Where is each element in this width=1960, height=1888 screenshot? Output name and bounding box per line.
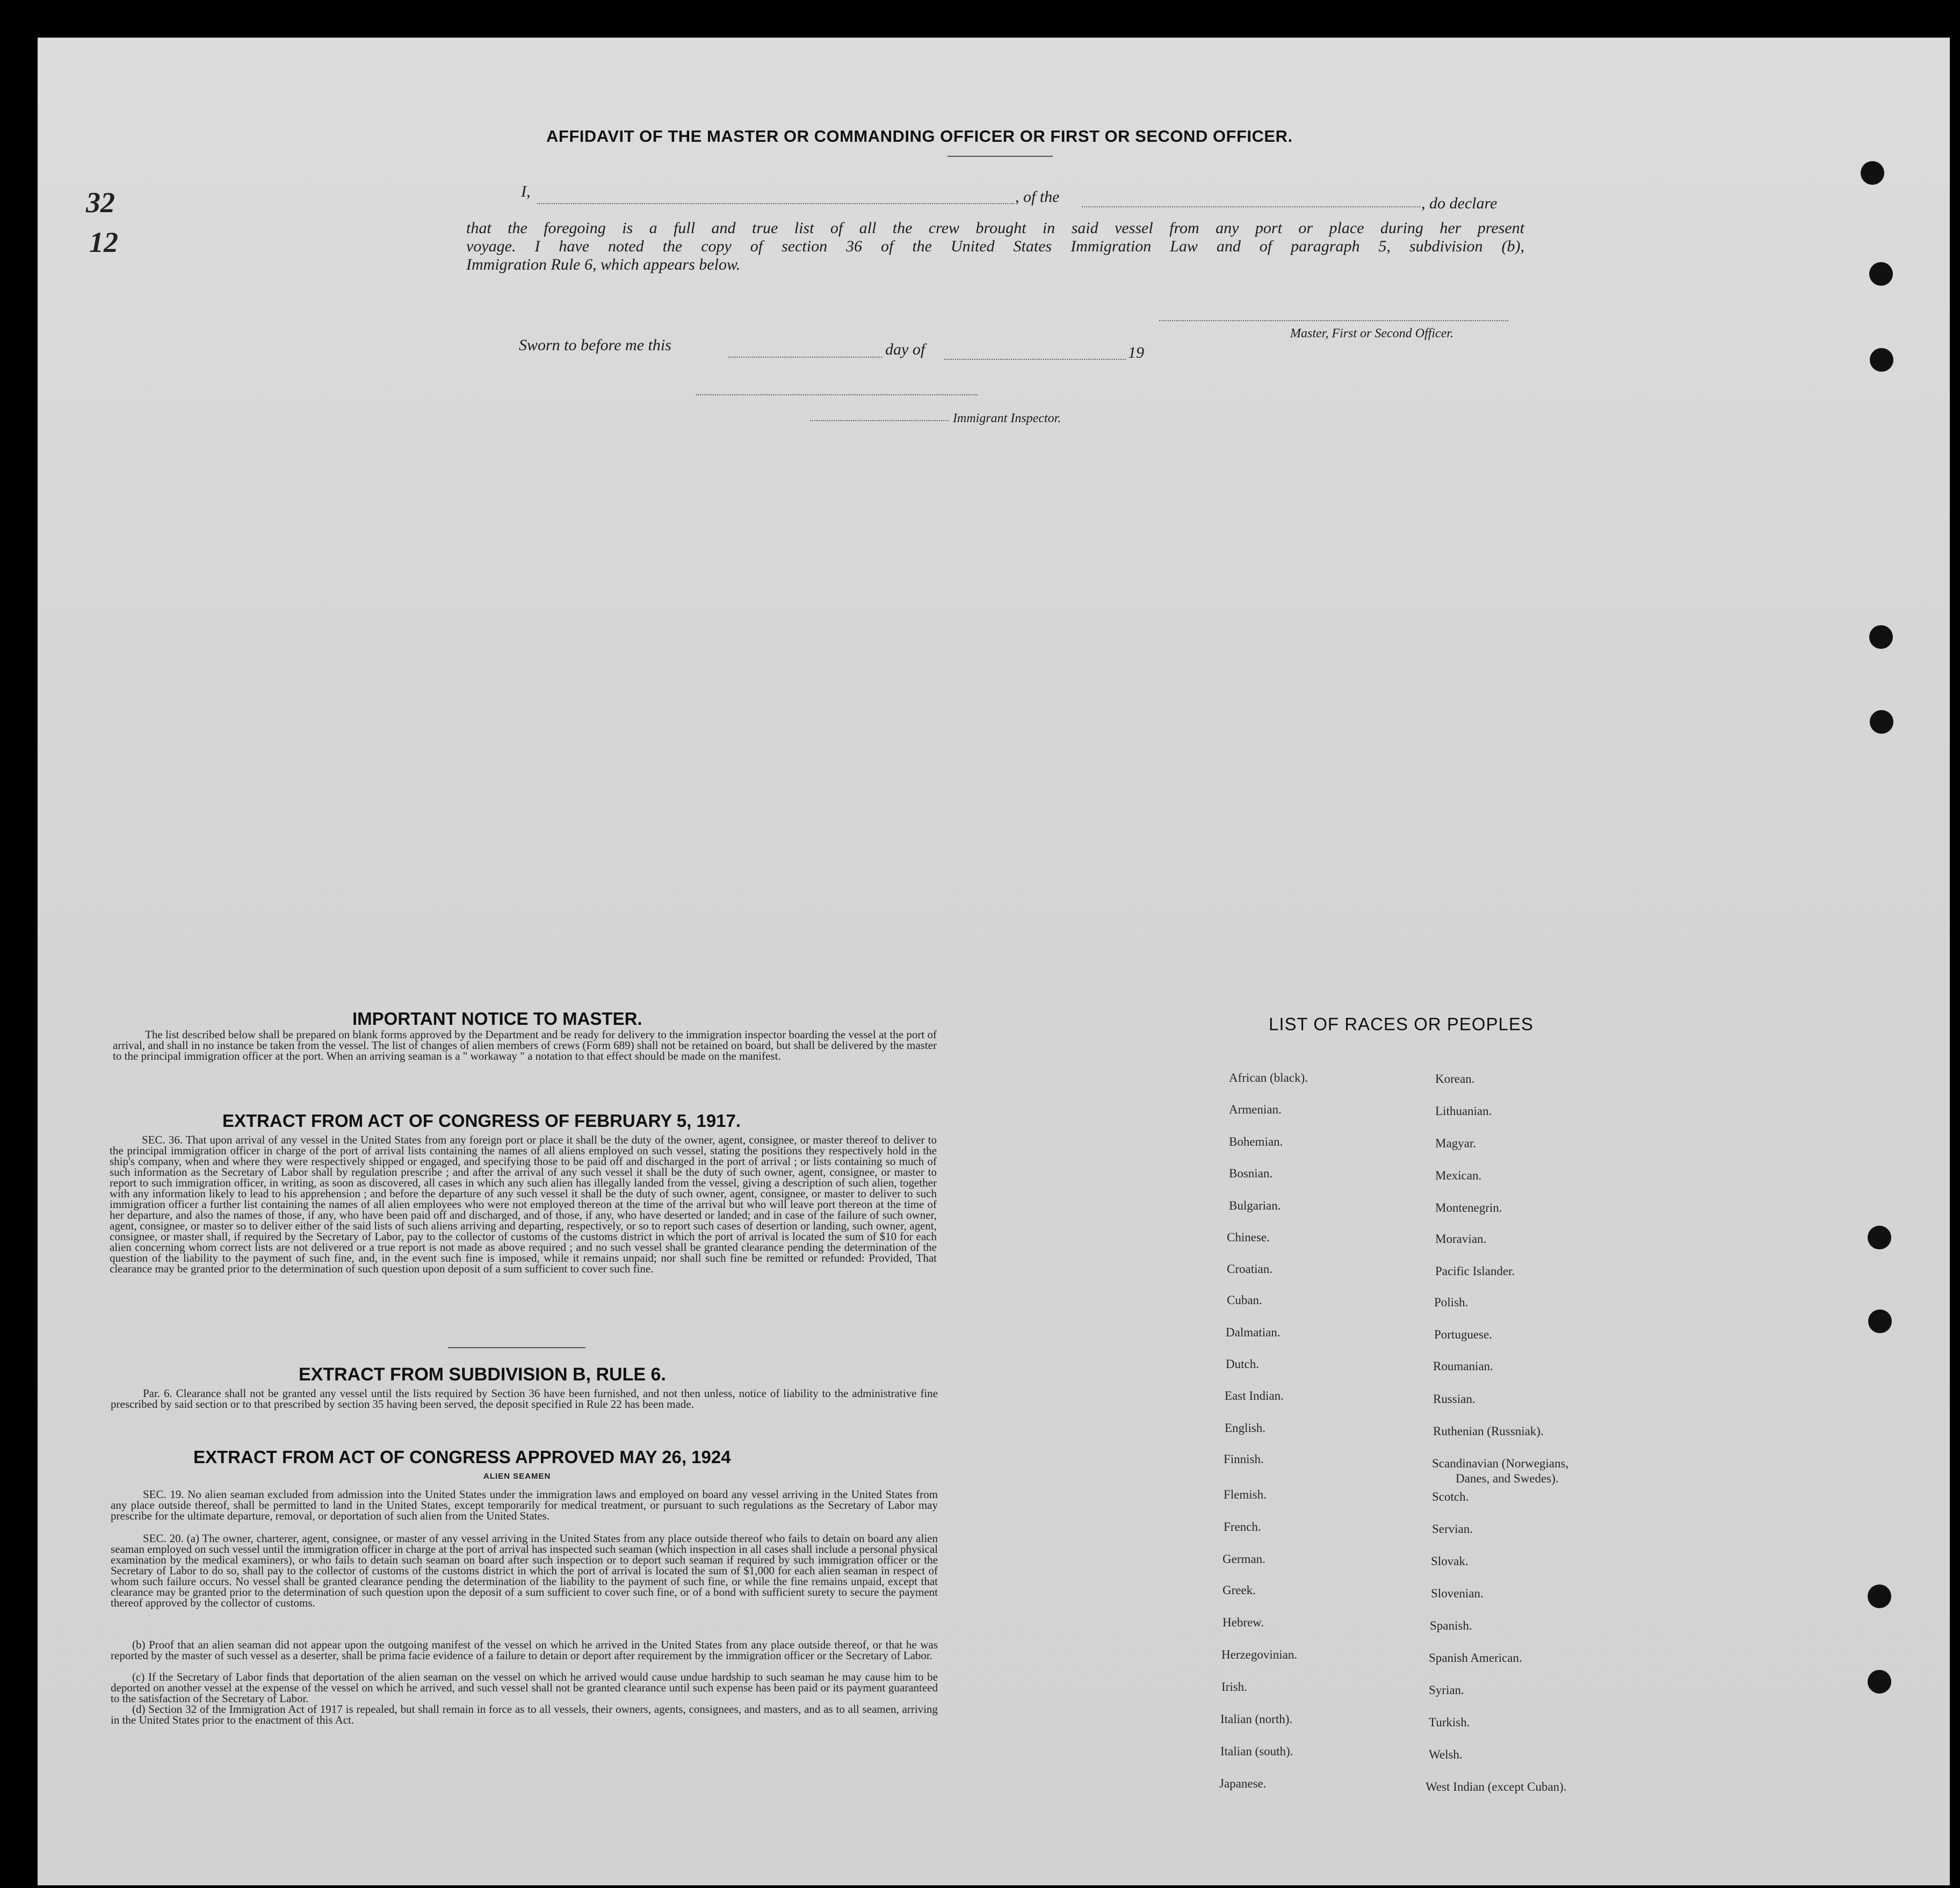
race-item-continuation: Danes, and Swedes). — [1456, 1472, 1559, 1485]
race-item: Syrian. — [1429, 1683, 1464, 1697]
race-item: Slovenian. — [1431, 1587, 1484, 1600]
races-title: LIST OF RACES OR PEOPLES — [1269, 1014, 1534, 1034]
notice-title: IMPORTANT NOTICE TO MASTER. — [352, 1009, 642, 1029]
extract-1924-sec20b: (b) Proof that an alien seaman did not appear upon the outgoing manifest of the vessel on which he arrived in the United States from any place outside thereof, or that he was reported by the master of such vessel as a deserter, shall be prima facie evidence of a failure to detain or deport after requirement by the immigration officer or the Secretary of Labor. — [111, 1638, 938, 1662]
margin-mark: 32 — [86, 186, 115, 219]
race-item: Italian (south). — [1220, 1745, 1293, 1758]
race-item: Russian. — [1433, 1392, 1476, 1406]
race-item: Finnish. — [1224, 1452, 1264, 1466]
race-item: Pacific Islander. — [1435, 1264, 1515, 1278]
affidavit-do-declare: , do declare — [1421, 194, 1498, 212]
affidavit-of-the: , of the — [1015, 188, 1060, 206]
race-item: Ruthenian (Russniak). — [1433, 1424, 1544, 1438]
race-item: Magyar. — [1435, 1137, 1477, 1150]
punch-hole — [1861, 161, 1884, 185]
race-item: Scotch. — [1432, 1490, 1469, 1503]
race-item: Mexican. — [1435, 1169, 1482, 1182]
race-item: Slovak. — [1431, 1554, 1469, 1568]
name-blank — [537, 203, 1014, 204]
punch-hole — [1868, 1226, 1891, 1249]
master-signature-line — [1159, 320, 1508, 321]
affidavit-title: AFFIDAVIT OF THE MASTER OR COMMANDING OFFICER OR FIRST OR SECOND OFFICER. — [546, 127, 1293, 146]
race-item: Turkish. — [1429, 1716, 1470, 1729]
race-item: Dutch. — [1226, 1357, 1259, 1371]
race-item: German. — [1223, 1552, 1265, 1566]
notice-text: The list described below shall be prepared on blank forms approved by the Department and be ready for delivery to the immigration inspector boarding the vessel at the port of arrival, and shall in no instance be taken from the vessel. The list of changes of alien members of crews (Form 689) shall not be retained on board, but shall be delivered by the master to the principal immigration officer at the port. When an arriving seaman is a " workaway " a notation to that effect should be made on the manifest. — [113, 1028, 937, 1062]
extract-1917-text: SEC. 36. That upon arrival of any vessel in the United States from any foreign port or place it shall be the duty of the owner, agent, consignee, or master thereof to deliver to the principal immigration officer in charge of the port of arrival lists containing the names of all aliens employed on such vessel, stating the positions they respectively hold in the ship's company, when and where they were respectively shipped or engaged, and specifying those to be paid off and discharged in the port of arrival ; or lists containing so much of such information as the Secretary of Labor shall by regulation prescribe ; and after the arrival of any such vessel it shall be the duty of such owner, agent, consignee, or master to report to such immigration officer, in writing, as soon as discovered, all cases in which any such alien has illegally landed from the vessel, giving a description of such alien, together with any information likely to lead to his apprehension ; and before the departure of any such vessel it shall be the duty of such owner, agent, consignee, or master to deliver to such immigration officer a further list containing the names of all alien employees who were not employed thereon at the time of the arrival but who will leave port thereon at the time of her departure, and also the names of those, if any, who have been paid off and discharged, and of those, if any, who have deserted or landed; and in case of the failure of such owner, agent, consignee, or master so to deliver either of the said lists of such aliens arriving and departing, respectively, or so to report such cases of desertion or landing, such owner, agent, consignee, or master shall, if required by the Secretary of Labor, pay to the collector of customs of the customs district in which the port of arrival is located the sum of $10 for each alien concerning whom correct lists are not delivered or a true report is not made as above required ; and no such vessel shall be granted clearance pending the determination of the question of the liability to the payment of such fine, and, in the event such fine is imposed, while it remains unpaid; nor shall such fine be remitted or refunded: Provided, That clearance may be granted prior to the determination of such question upon deposit of a sum sufficient to cover such fine. — [110, 1133, 937, 1275]
sworn-label: Sworn to before me this — [519, 336, 671, 354]
punch-hole — [1869, 625, 1893, 649]
day-of-label: day of — [885, 341, 925, 358]
race-item: Bulgarian. — [1229, 1199, 1281, 1212]
declaration-line-2: voyage. I have noted the copy of section 36 of the United States Immigration Law and of paragraph 5, subdivision (b), — [466, 237, 1524, 255]
race-item: Cuban. — [1227, 1293, 1262, 1307]
race-item: Chinese. — [1227, 1231, 1270, 1244]
race-item: Irish. — [1221, 1680, 1247, 1694]
race-item: Bohemian. — [1229, 1135, 1283, 1148]
race-item: Armenian. — [1229, 1103, 1282, 1116]
document-sheet — [38, 38, 1950, 1885]
race-item: Greek. — [1223, 1583, 1256, 1597]
punch-hole — [1868, 1310, 1892, 1333]
race-item: Croatian. — [1227, 1262, 1272, 1276]
punch-hole — [1868, 1670, 1891, 1694]
punch-hole — [1870, 710, 1893, 734]
race-item: Herzegovinian. — [1221, 1648, 1298, 1661]
extract-1924-subtitle: ALIEN SEAMEN — [483, 1472, 551, 1481]
extract-rule6-text: Par. 6. Clearance shall not be granted any vessel until the lists required by Section 36 have been furnished, and not then unless, notice of liability to the administrative fine prescribed by said section or to that prescribed by section 35 having been served, the deposit specified in Rule 22 has been made. — [111, 1387, 938, 1410]
master-label: Master, First or Second Officer. — [1290, 327, 1453, 341]
extract-rule6-title: EXTRACT FROM SUBDIVISION B, RULE 6. — [299, 1364, 666, 1385]
race-item: Spanish American. — [1429, 1651, 1522, 1665]
extract-1917-title: EXTRACT FROM ACT OF CONGRESS OF FEBRUARY 5, 1917. — [222, 1111, 741, 1131]
race-item: Montenegrin. — [1435, 1201, 1502, 1214]
race-item: Italian (north). — [1220, 1712, 1293, 1726]
race-item: West Indian (except Cuban). — [1426, 1780, 1567, 1793]
race-item: Roumanian. — [1433, 1359, 1493, 1373]
race-item: Moravian. — [1435, 1232, 1487, 1246]
race-item: Japanese. — [1219, 1777, 1267, 1790]
extract-1924-sec20c: (c) If the Secretary of Labor finds that deportation of the alien seaman on the vessel on which he arrived would cause undue hardship to such seaman he may cause him to be deported on another vessel at the expense of the vessel on which he arrived, and such vessel shall not be granted clearance until such expense has been paid or its payment guaranteed to the satisfaction of the Secretary of Labor. — [111, 1670, 938, 1705]
margin-mark: 12 — [89, 226, 118, 258]
race-item: East Indian. — [1225, 1389, 1284, 1402]
race-item: Polish. — [1434, 1296, 1469, 1309]
race-item: English. — [1225, 1421, 1266, 1435]
race-item: Dalmatian. — [1226, 1326, 1281, 1339]
title-underline — [948, 156, 1053, 157]
month-blank — [944, 359, 1126, 360]
inspector-signature-line — [696, 394, 978, 395]
punch-hole — [1869, 262, 1893, 286]
affidavit-i-label: I, — [521, 183, 531, 200]
inspector-label-leader — [810, 420, 949, 421]
race-item: Korean. — [1435, 1072, 1475, 1086]
declaration-line-3: Immigration Rule 6, which appears below. — [466, 256, 741, 273]
punch-hole — [1870, 348, 1893, 372]
punch-hole — [1868, 1585, 1891, 1608]
race-item: Spanish. — [1430, 1619, 1472, 1632]
race-item: Portuguese. — [1434, 1328, 1492, 1341]
declaration-line-1: that the foregoing is a full and true list of all the crew brought in said vessel from any port or place during her present — [466, 219, 1524, 237]
extract-1924-sec19: SEC. 19. No alien seaman excluded from admission into the United States under the immigration laws and employed on board any vessel arriving in the United States from any place outside thereof, shall be permitted to land in the United States, except temporarily for medical treatment, or pursuant to such regulations as the Secretary of Labor may prescribe for the ultimate departure, removal, or deportation of such alien from the United States. — [111, 1488, 938, 1522]
race-item: Servian. — [1432, 1522, 1473, 1536]
inspector-label: Immigrant Inspector. — [953, 411, 1061, 425]
day-blank — [728, 357, 882, 358]
extract-1924-title: EXTRACT FROM ACT OF CONGRESS APPROVED MAY 26, 1924 — [193, 1447, 731, 1467]
section-divider — [448, 1347, 585, 1348]
race-item: Bosnian. — [1229, 1167, 1273, 1180]
race-item: African (black). — [1229, 1071, 1308, 1084]
year-prefix: 19 — [1128, 344, 1144, 361]
race-item: Lithuanian. — [1435, 1104, 1492, 1118]
race-item: French. — [1224, 1520, 1261, 1533]
race-item: Hebrew. — [1223, 1616, 1264, 1629]
extract-1924-sec20a: SEC. 20. (a) The owner, charterer, agent, consignee, or master of any vessel arriving in the United States from any place outside thereof who fails to detain on board any alien seaman employed on such vessel until the immigration officer in charge at the port of arrival has inspected such seaman (which inspection in all cases shall include a personal physical examination by the medical examiners), or who fails to detain such seaman on board after such inspection or to deport such seaman if required by such immigration officer or the Secretary of Labor to do so, shall pay to the collector of customs of the customs district in which the port of arrival is located the sum of $1,000 for each alien seaman in respect of whom such failure occurs. No vessel shall be granted clearance pending the determination of the liability to the payment of such fine, or while the fine remains unpaid, except that clearance may be granted prior to the determination of such question upon the deposit of a sum sufficient to cover such fine, or of a bond with sufficient surety to secure the payment thereof approved by the collector of customs. — [111, 1532, 938, 1609]
vessel-blank — [1082, 206, 1420, 207]
race-item: Scandinavian (Norwegians, — [1432, 1457, 1569, 1470]
extract-1924-sec20d: (d) Section 32 of the Immigration Act of 1917 is repealed, but shall remain in force as to all vessels, their owners, agents, consignees, and masters, and as to all seamen, arriving in the United States prior to the enactment of this Act. — [111, 1703, 938, 1726]
race-item: Welsh. — [1429, 1748, 1463, 1761]
race-item: Flemish. — [1224, 1488, 1267, 1501]
